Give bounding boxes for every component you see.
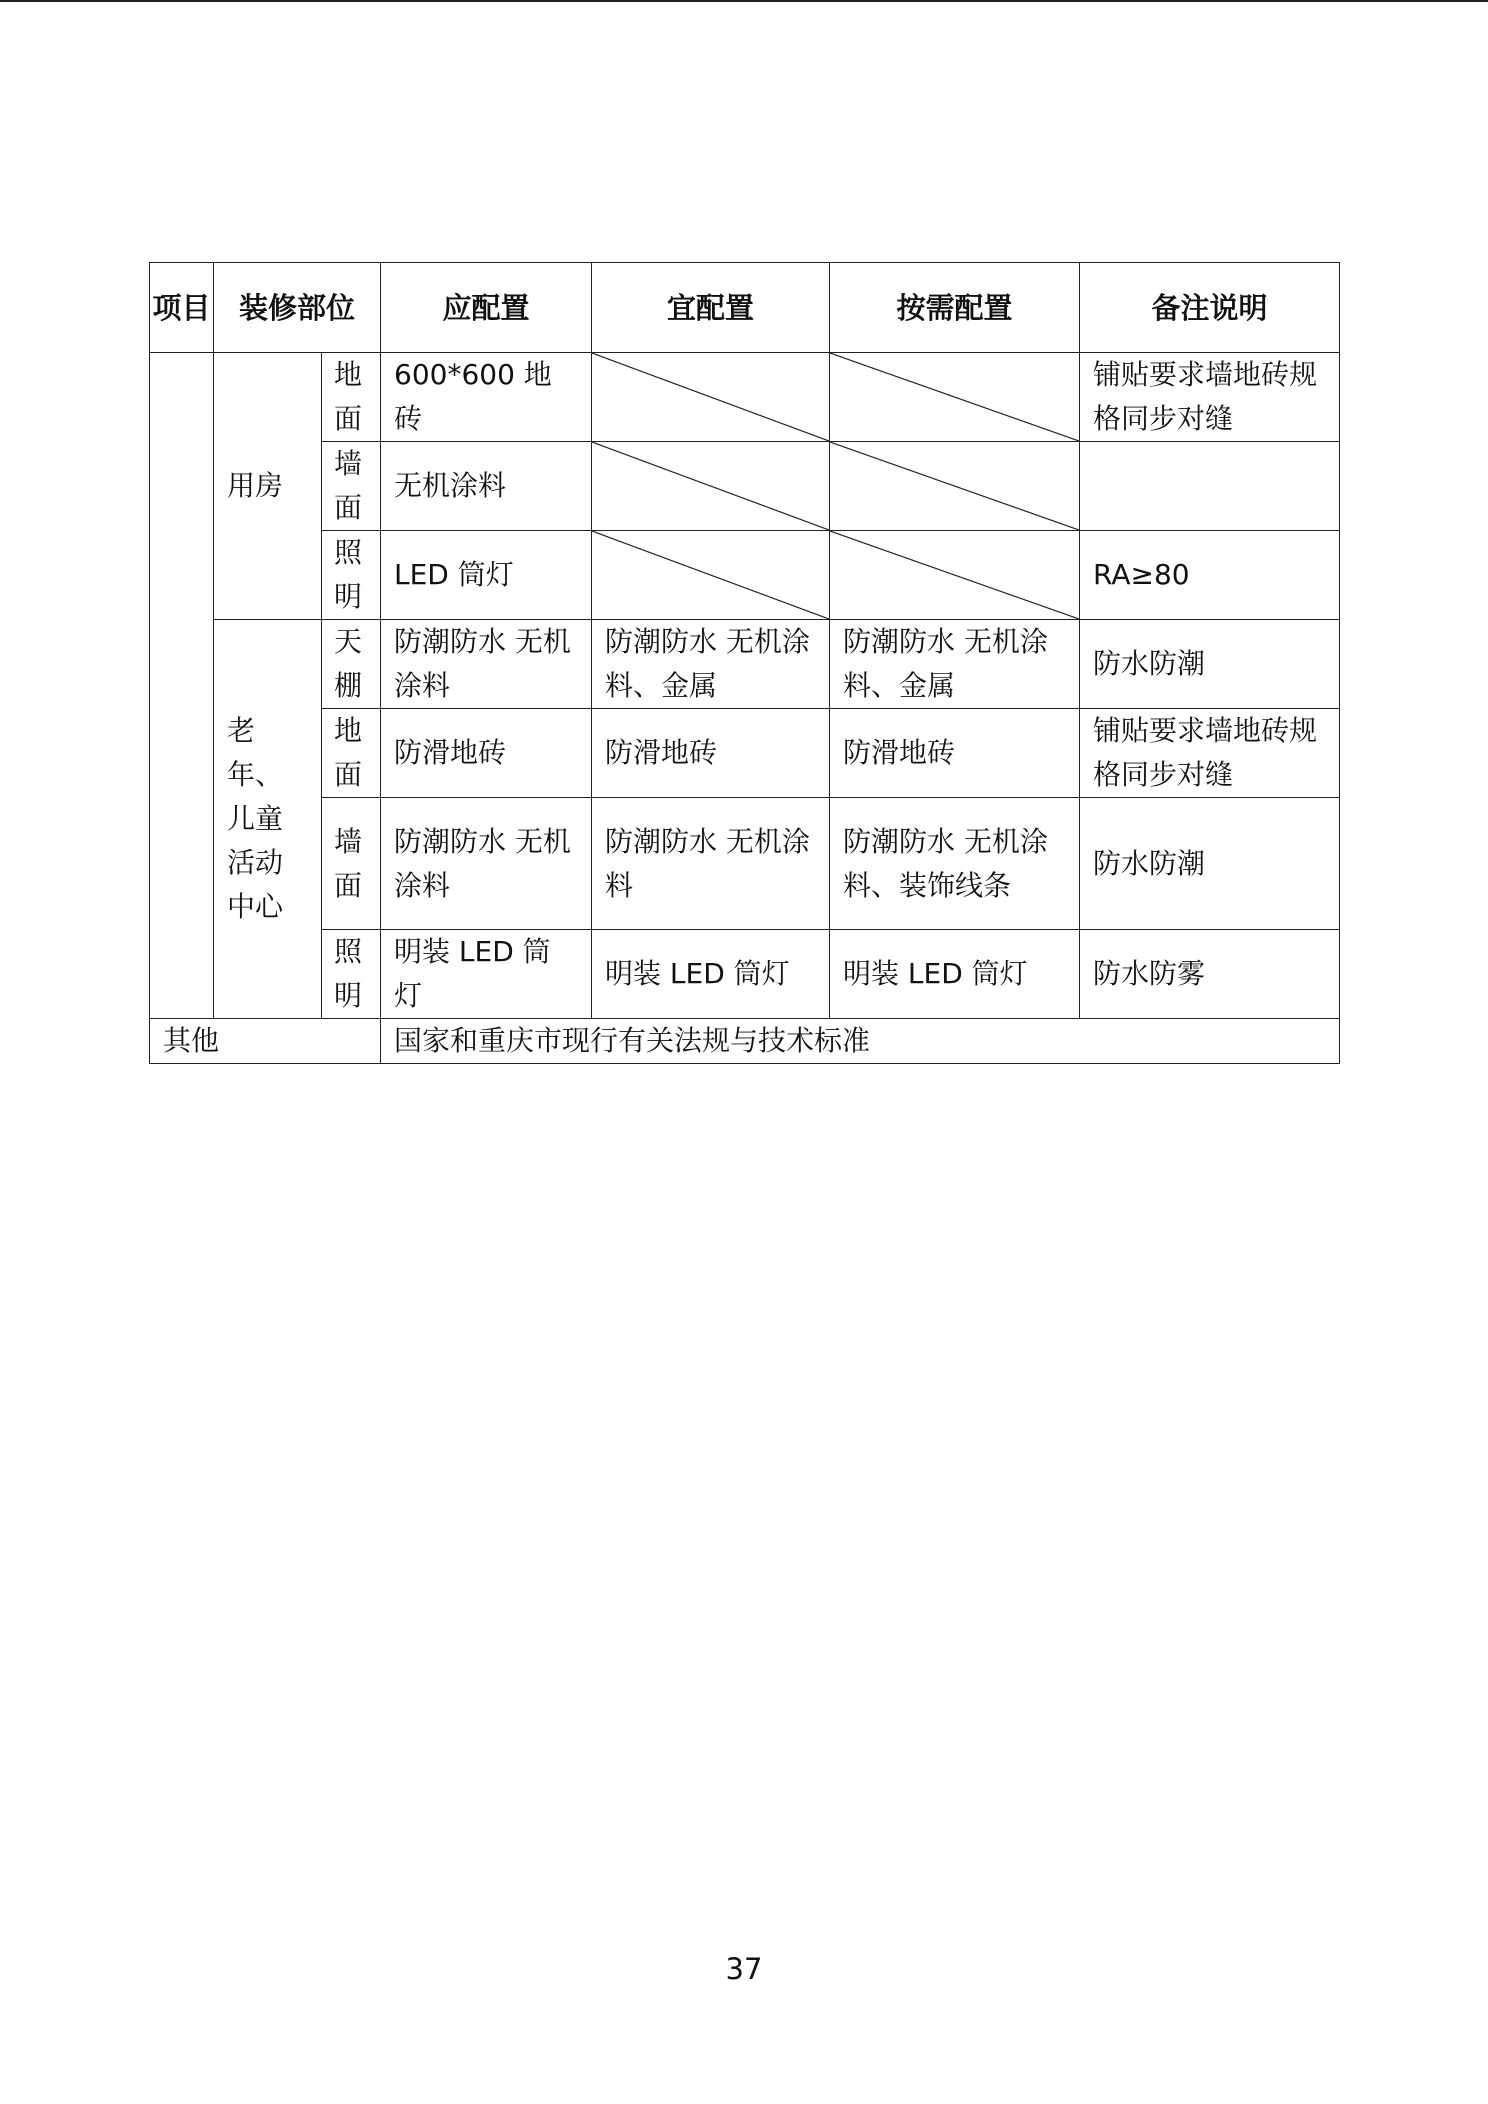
notes-cell — [1080, 442, 1340, 531]
required-cell: 600*600 地砖 — [381, 353, 592, 442]
table-row — [150, 930, 1340, 1019]
header-recommended: 宜配置 — [592, 263, 830, 353]
sub-part: 墙面 — [322, 798, 381, 930]
diagonal-empty-cell — [830, 531, 1080, 620]
item-cell-empty — [150, 353, 214, 1019]
sub-part: 照明 — [322, 930, 381, 1019]
optional-cell: 防潮防水 无机涂料、金属 — [830, 620, 1080, 709]
page-number: 37 — [725, 1952, 763, 1986]
sub-part: 地面 — [322, 353, 381, 442]
table-row — [150, 531, 1340, 620]
header-notes: 备注说明 — [1080, 263, 1340, 353]
table-row — [150, 620, 1340, 709]
optional-cell: 防滑地砖 — [830, 709, 1080, 798]
header-row — [150, 263, 1340, 353]
group-activity: 老年、儿童活动中心 — [214, 620, 322, 1019]
recommended-cell: 防滑地砖 — [592, 709, 830, 798]
optional-cell: 防潮防水 无机涂料、装饰线条 — [830, 798, 1080, 930]
required-cell: 明装 LED 筒灯 — [381, 930, 592, 1019]
table-row — [150, 709, 1340, 798]
footer-row — [150, 1019, 1340, 1064]
notes-cell: 铺贴要求墙地砖规格同步对缝 — [1080, 353, 1340, 442]
notes-cell: 防水防潮 — [1080, 620, 1340, 709]
header-item: 项目 — [150, 263, 214, 353]
diagonal-empty-cell — [830, 442, 1080, 531]
diagonal-empty-cell — [830, 353, 1080, 442]
top-border-line — [0, 0, 1488, 2]
header-required: 应配置 — [381, 263, 592, 353]
table-row — [150, 442, 1340, 531]
group-room: 用房 — [214, 353, 322, 620]
diagonal-empty-cell — [592, 442, 830, 531]
sub-part: 地面 — [322, 709, 381, 798]
notes-cell: 防水防潮 — [1080, 798, 1340, 930]
header-optional: 按需配置 — [830, 263, 1080, 353]
table-row — [150, 798, 1340, 930]
required-cell: 防潮防水 无机涂料 — [381, 798, 592, 930]
footer-label: 其他 — [150, 1019, 381, 1064]
required-cell: 防潮防水 无机涂料 — [381, 620, 592, 709]
recommended-cell: 防潮防水 无机涂料、金属 — [592, 620, 830, 709]
diagonal-empty-cell — [592, 531, 830, 620]
optional-cell: 明装 LED 筒灯 — [830, 930, 1080, 1019]
sub-part: 天棚 — [322, 620, 381, 709]
notes-cell: RA≥80 — [1080, 531, 1340, 620]
required-cell: LED 筒灯 — [381, 531, 592, 620]
required-cell: 无机涂料 — [381, 442, 592, 531]
recommended-cell: 明装 LED 筒灯 — [592, 930, 830, 1019]
notes-cell: 铺贴要求墙地砖规格同步对缝 — [1080, 709, 1340, 798]
table-row — [150, 353, 1340, 442]
sub-part: 墙面 — [322, 442, 381, 531]
diagonal-empty-cell — [592, 353, 830, 442]
recommended-cell: 防潮防水 无机涂料 — [592, 798, 830, 930]
header-part: 装修部位 — [214, 263, 381, 353]
required-cell: 防滑地砖 — [381, 709, 592, 798]
footer-value: 国家和重庆市现行有关法规与技术标准 — [381, 1019, 1340, 1064]
notes-cell: 防水防雾 — [1080, 930, 1340, 1019]
decoration-spec-table — [149, 262, 1340, 1064]
sub-part: 照明 — [322, 531, 381, 620]
